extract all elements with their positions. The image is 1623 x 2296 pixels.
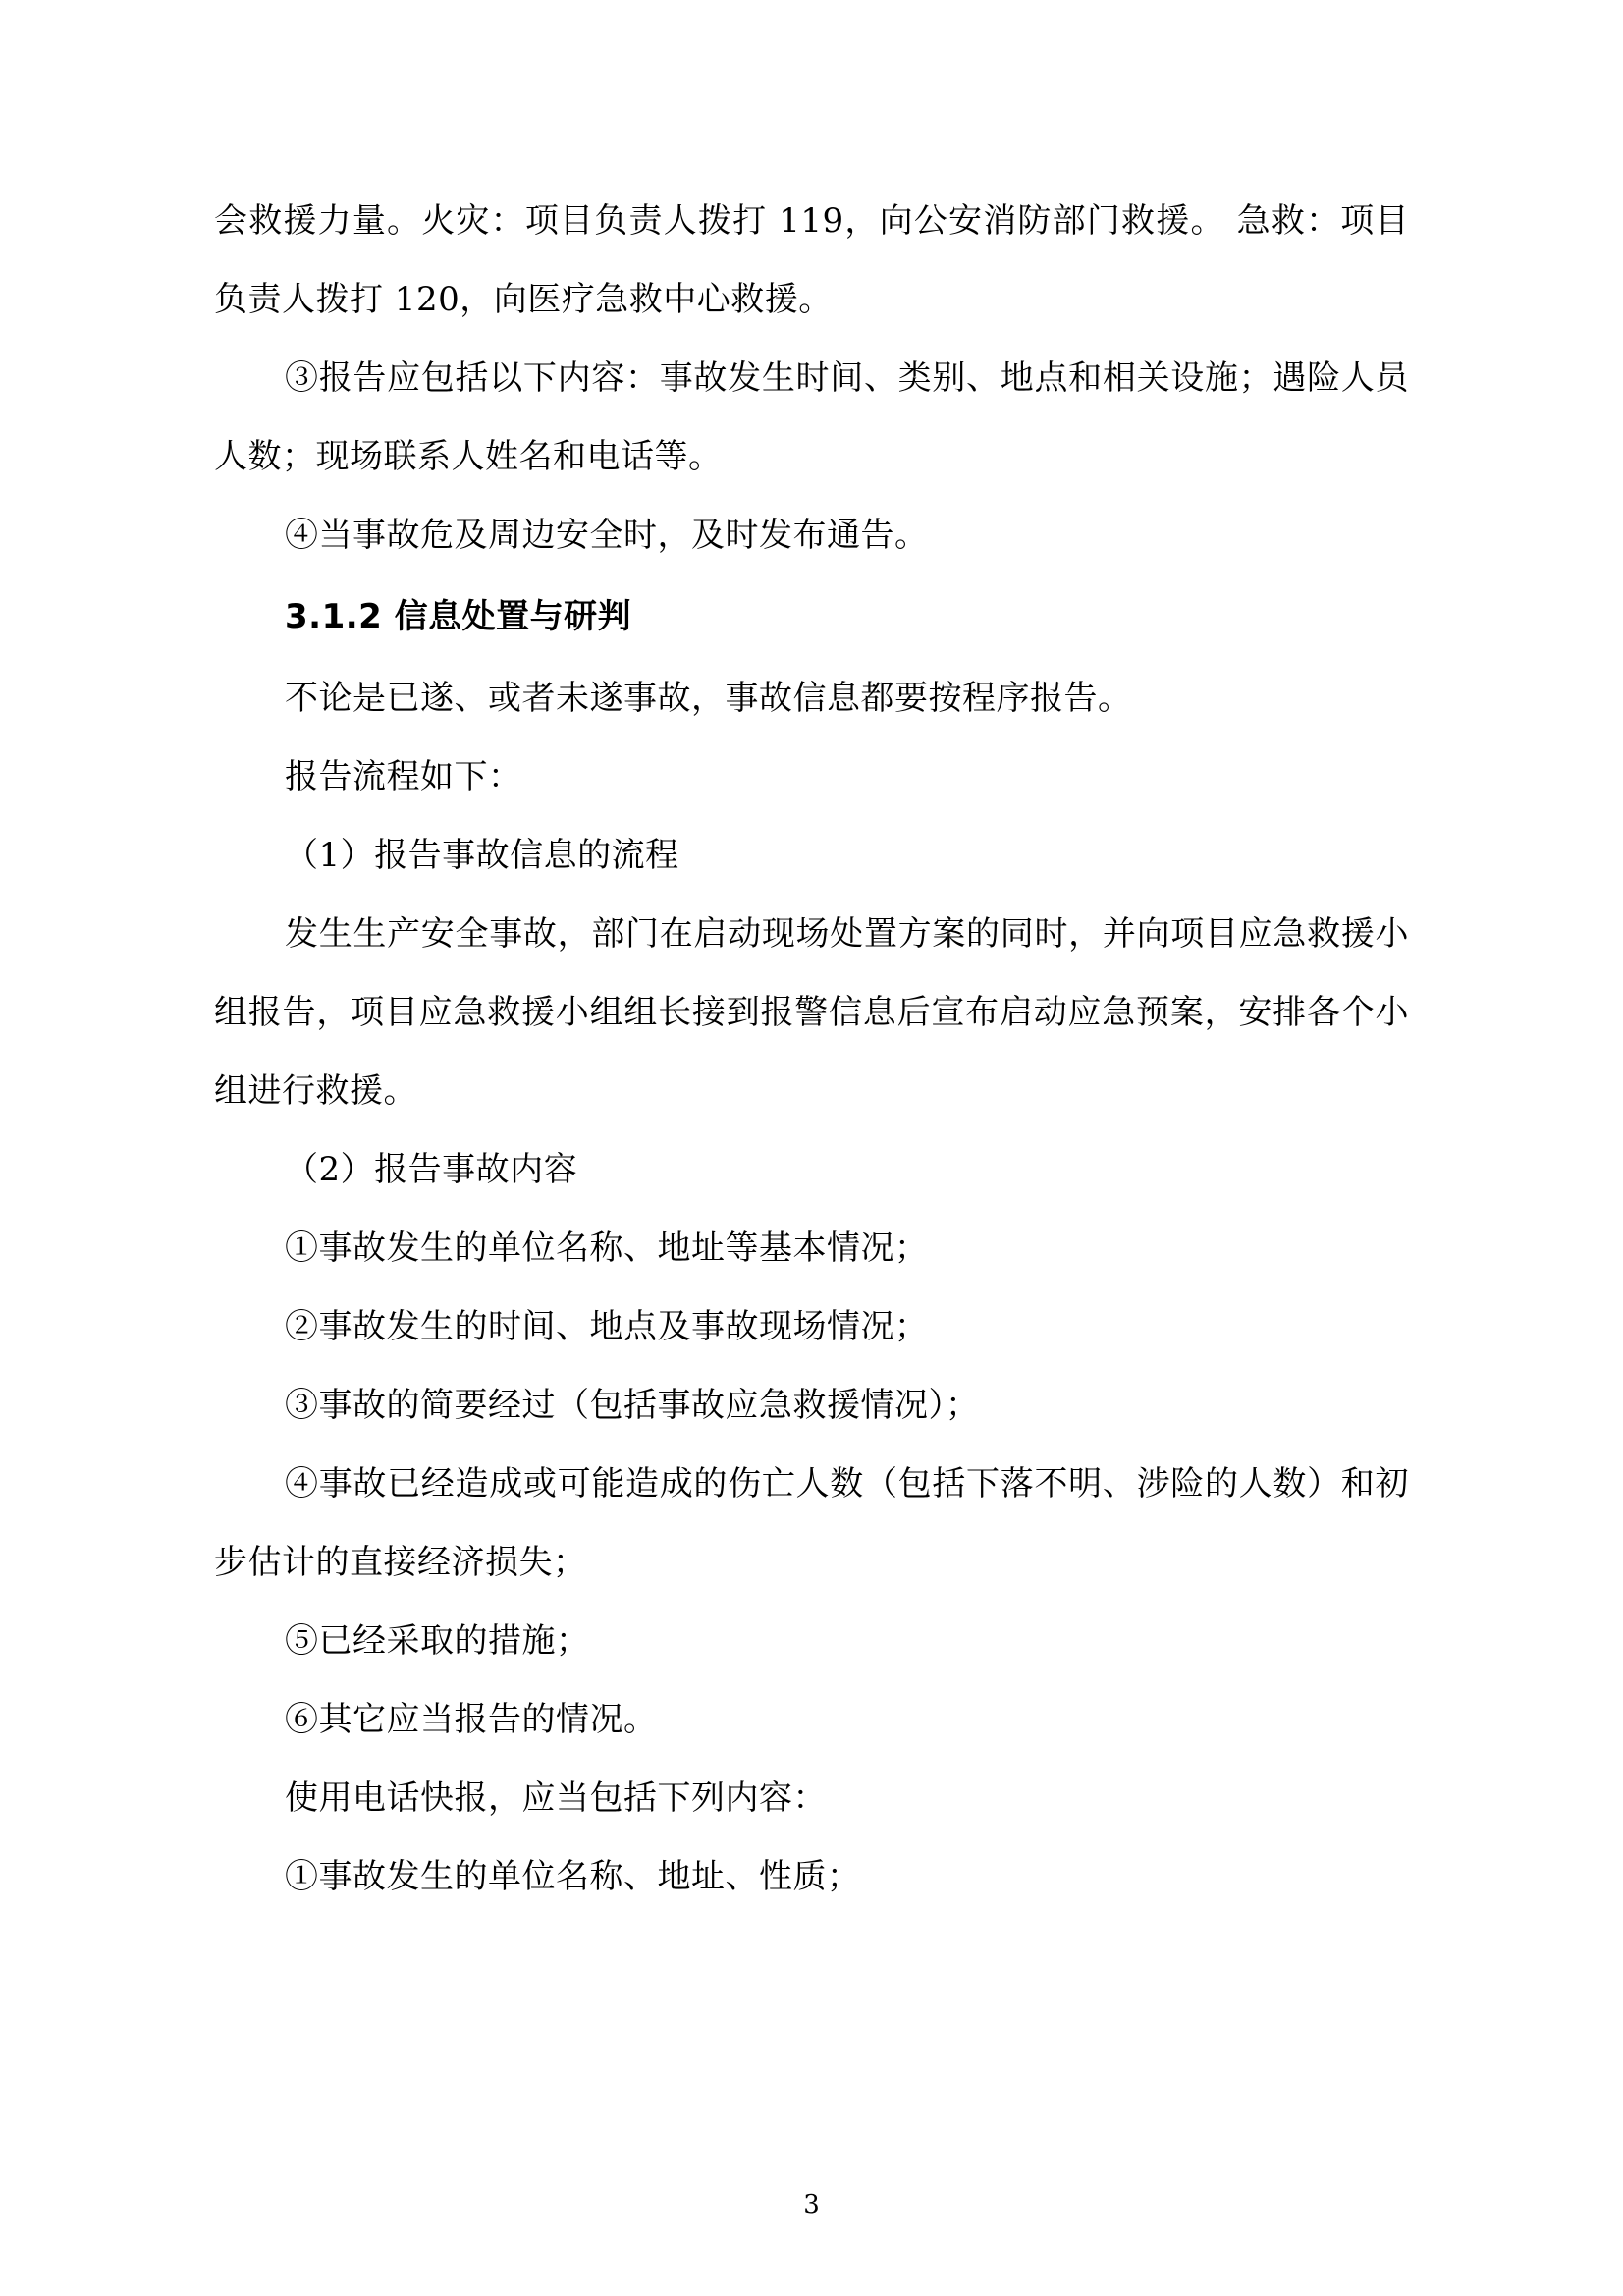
paragraph: 发生生产安全事故，部门在启动现场处置方案的同时，并向项目应急救援小组报告，项目应急救援小组组长接到报警信息后宣布启动应急预案，安排各个小组进行救援。 [214, 914, 1409, 1111]
list-item: ①事故发生的单位名称、地址等基本情况； [285, 1229, 929, 1268]
list-item: ③事故的简要经过（包括事故应急救援情况）； [285, 1386, 980, 1425]
paragraph: ④当事故危及周边安全时，及时发布通告。 [285, 516, 929, 555]
document-body [214, 182, 1409, 1916]
page-number: 3 [803, 2190, 820, 2219]
list-item: ②事故发生的时间、地点及事故现场情况； [285, 1307, 929, 1346]
list-item: ①事故发生的单位名称、地址、性质； [285, 1857, 861, 1896]
paragraph: （1）报告事故信息的流程 [285, 836, 679, 875]
section-heading: 3.1.2 信息处置与研判 [285, 597, 632, 636]
paragraph: 使用电话快报，应当包括下列内容： [285, 1778, 827, 1818]
paragraph: 不论是已遂、或者未遂事故，事故信息都要按程序报告。 [285, 679, 1132, 718]
paragraph: 会救援力量。火灾：项目负责人拨打 119，向公安消防部门救援。 急救：项目负责人拨打 120，向医疗急救中心救援。 [214, 201, 1409, 319]
paragraph: （2）报告事故内容 [285, 1150, 578, 1189]
list-item: ⑤已经采取的措施； [285, 1621, 590, 1661]
list-item: ④事故已经造成或可能造成的伤亡人数（包括下落不明、涉险的人数）和初步估计的直接经济损失； [214, 1464, 1409, 1582]
list-item: ⑥其它应当报告的情况。 [285, 1700, 658, 1739]
paragraph: 报告流程如下： [285, 757, 522, 796]
paragraph: ③报告应包括以下内容：事故发生时间、类别、地点和相关设施；遇险人员人数；现场联系人姓名和电话等。 [214, 358, 1409, 476]
